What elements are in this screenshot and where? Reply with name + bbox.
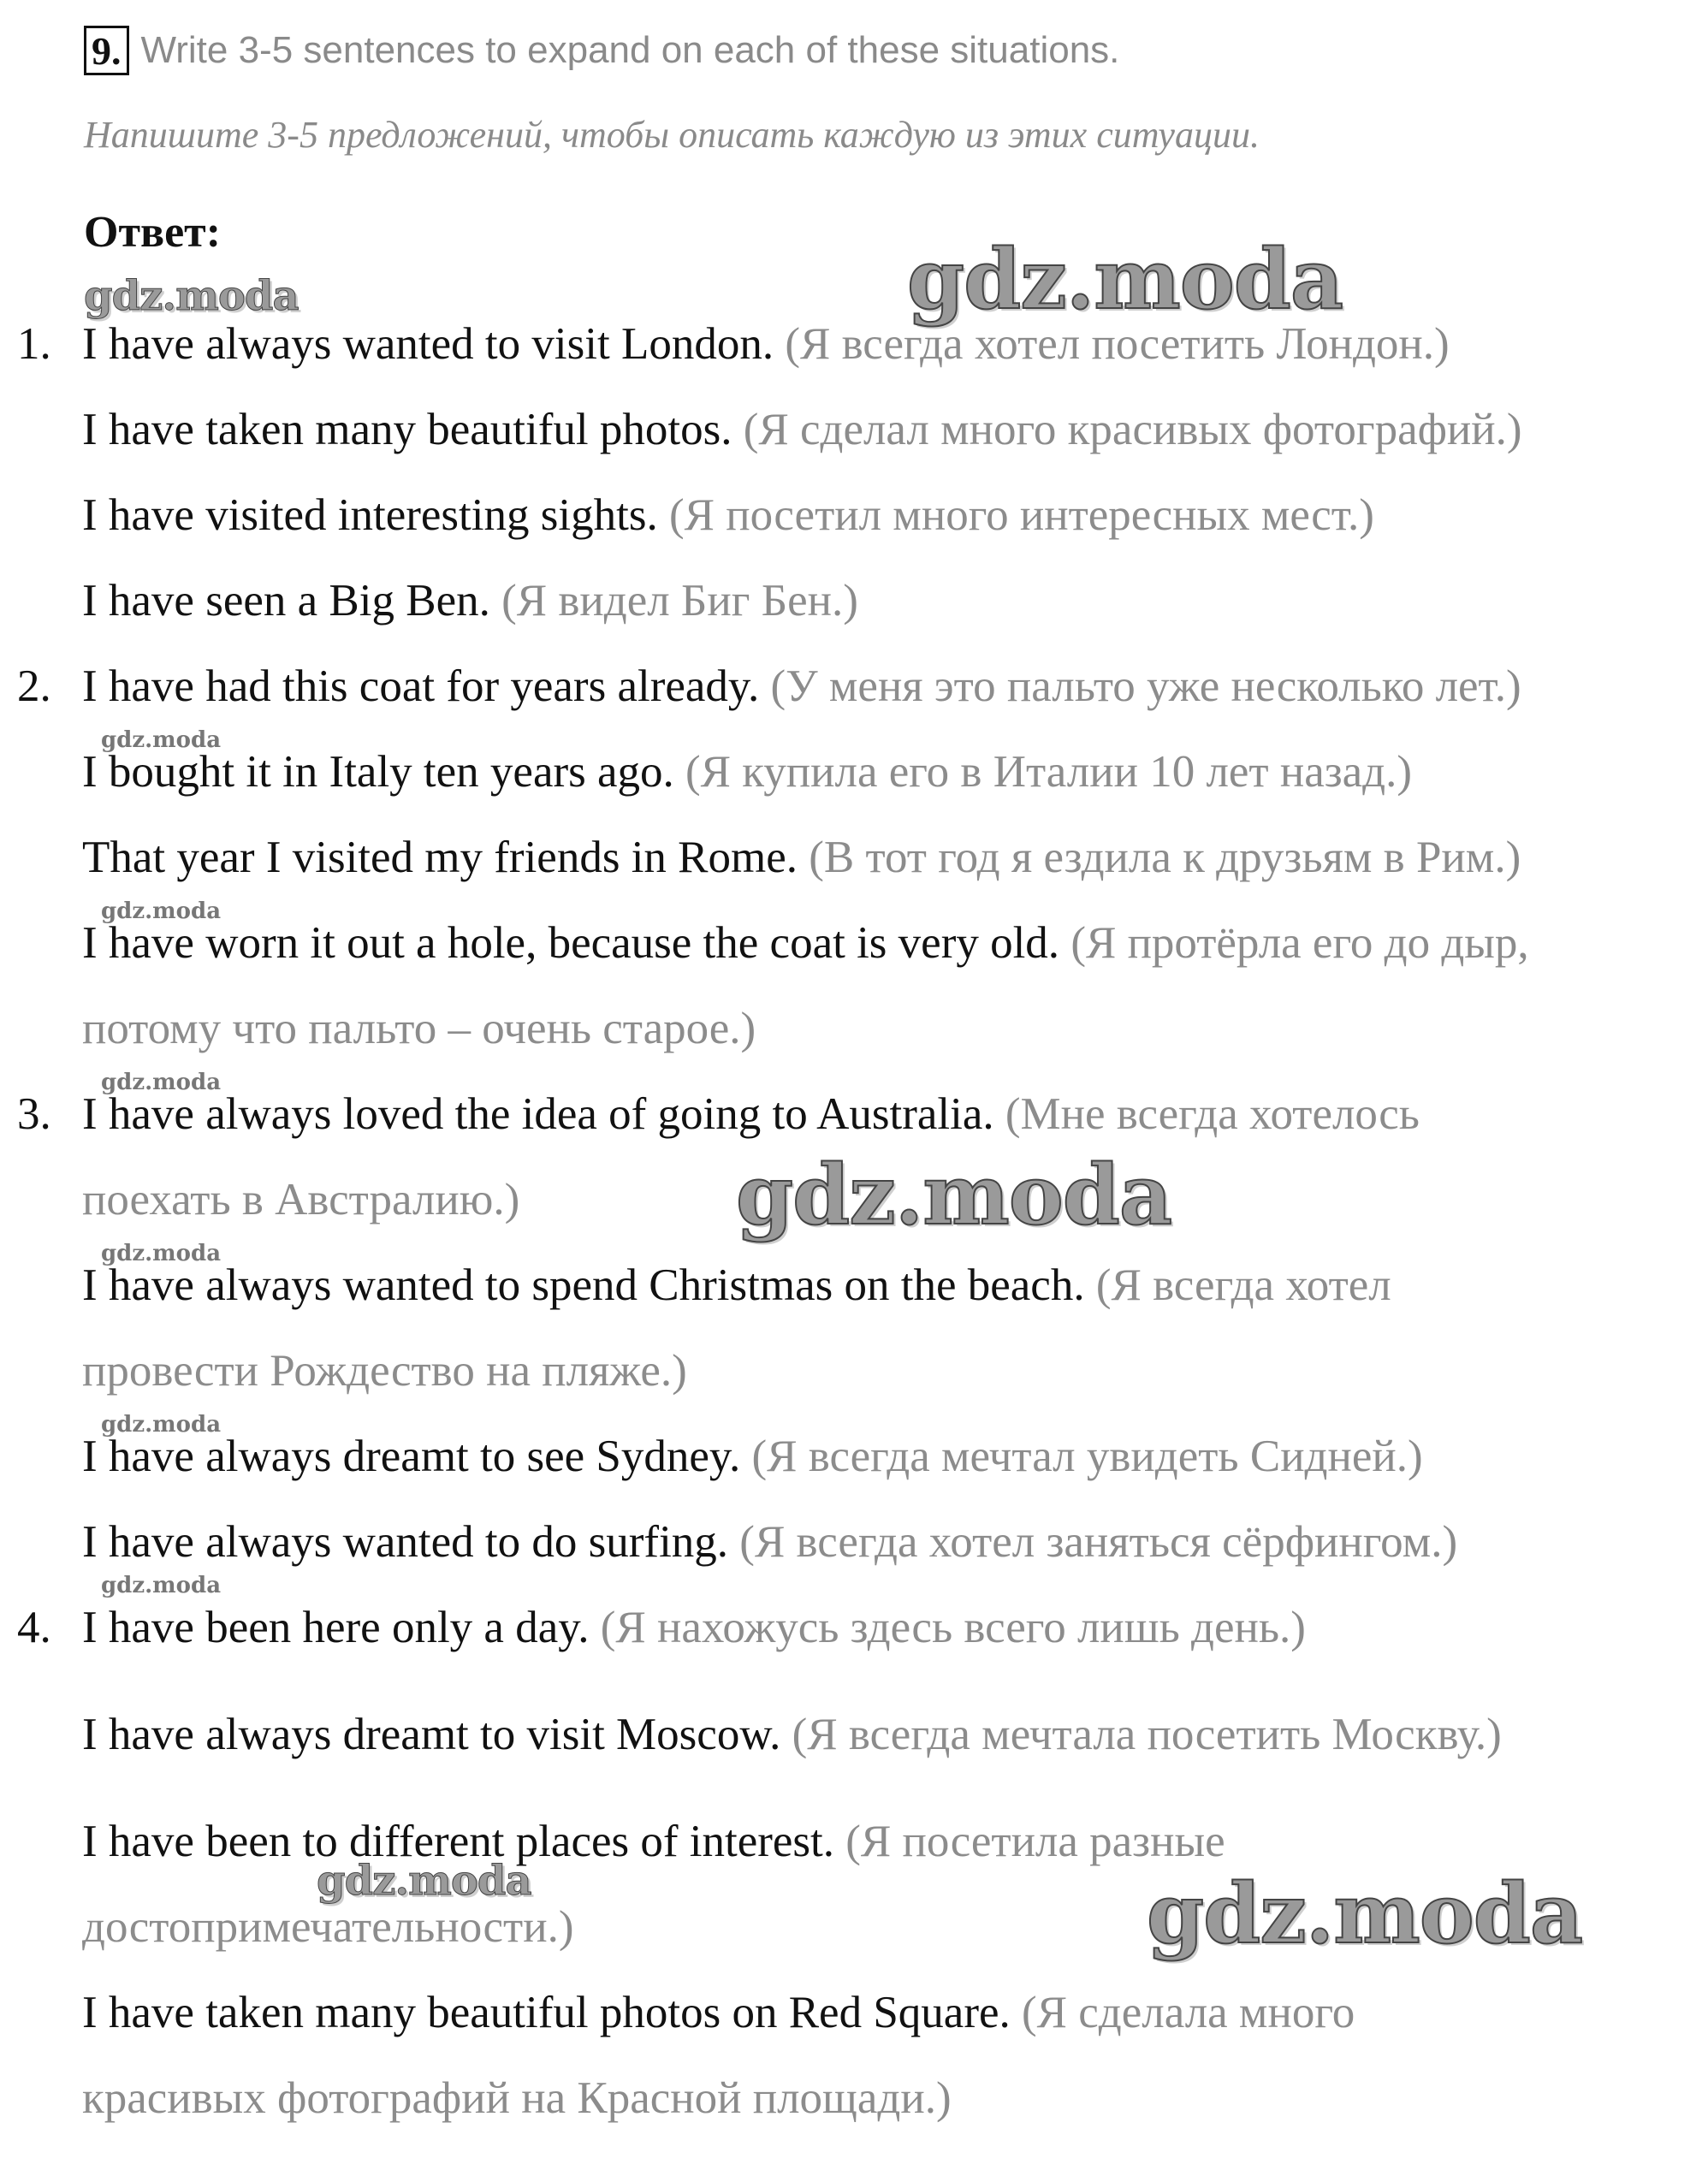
watermark-small: gdz.moda: [101, 1241, 222, 1266]
english-sentence: I have always wanted to do surfing.: [82, 1517, 729, 1567]
english-sentence: I have always dreamt to see Sydney.: [82, 1432, 741, 1481]
task-number: 9.: [84, 26, 129, 75]
answer-label: Ответ:: [84, 208, 222, 257]
watermark-logo: gdz.moda: [1147, 1865, 1583, 1962]
sentence-text: [82, 661, 1521, 712]
sentence-text: [82, 1516, 1457, 1568]
russian-translation: (Я сделал много красивых фотографий.): [743, 405, 1522, 454]
russian-translation: (В тот год я ездила к друзьям в Рим.): [809, 833, 1521, 882]
russian-translation: (Я всегда хотел заняться сёрфингом.): [739, 1517, 1458, 1567]
sentence-text: [82, 1709, 1502, 1760]
sentence-text: [82, 1901, 574, 1953]
english-sentence: I have always wanted to spend Christmas on the beach.: [82, 1260, 1085, 1310]
english-sentence: I have taken many beautiful photos.: [82, 405, 732, 454]
sentence-text: [82, 575, 858, 626]
task-instruction-ru: Напишите 3-5 предложений, чтобы описать каждую из этих ситуации.: [84, 114, 1260, 156]
item-number: 4.: [17, 1603, 51, 1652]
english-sentence: I have always loved the idea of going to Australia.: [82, 1089, 994, 1139]
russian-translation: (У меня это пальто уже несколько лет.): [770, 661, 1521, 711]
item-number: 2.: [17, 661, 51, 711]
sentence-text: [82, 1345, 687, 1396]
english-sentence: I have taken many beautiful photos on Red Square.: [82, 1988, 1011, 2037]
russian-translation: (Я всегда мечтала посетить Москву.): [792, 1710, 1502, 1759]
watermark-logo: gdz.moda: [736, 1147, 1172, 1243]
sentence-text: [82, 404, 1522, 455]
sentence-text: [82, 1088, 1420, 1140]
sentence-text: [82, 832, 1521, 883]
russian-translation: (Мне всегда хотелось: [1005, 1089, 1420, 1139]
watermark-small: gdz.moda: [101, 898, 222, 924]
russian-translation: (Я посетил много интересных мест.): [668, 490, 1374, 540]
russian-translation: поехать в Австралию.): [82, 1175, 520, 1224]
watermark-logo: gdz.moda: [317, 1857, 531, 1905]
russian-translation: (Я всегда мечтал увидеть Сидней.): [751, 1432, 1423, 1481]
russian-translation: (Я сделала много: [1022, 1988, 1355, 2037]
russian-translation: потому что пальто – очень старое.): [82, 1004, 756, 1053]
english-sentence: I have worn it out a hole, because the coat is very old.: [82, 918, 1060, 968]
english-sentence: I have been to different places of interest.: [82, 1817, 835, 1866]
task-instruction-en: Write 3-5 sentences to expand on each of these situations.: [140, 29, 1120, 71]
russian-translation: провести Рождество на пляже.): [82, 1346, 687, 1396]
english-sentence: I have had this coat for years already.: [82, 661, 760, 711]
sentence-text: [82, 2072, 952, 2124]
sentence-text: [82, 1174, 519, 1225]
russian-translation: (Я протёрла его до дыр,: [1070, 918, 1529, 968]
english-sentence: I have always wanted to visit London.: [82, 319, 774, 369]
watermark-small: gdz.moda: [101, 1070, 222, 1095]
sentence-text: [82, 1987, 1355, 2038]
english-sentence: I have visited interesting sights.: [82, 490, 658, 540]
watermark-small: gdz.moda: [101, 1412, 222, 1438]
english-sentence: I bought it in Italy ten years ago.: [82, 747, 674, 797]
item-number: 3.: [17, 1089, 51, 1139]
watermark-small: gdz.moda: [101, 727, 222, 753]
sentence-text: [82, 1602, 1306, 1653]
russian-translation: (Я купила его в Италии 10 лет назад.): [685, 747, 1413, 797]
russian-translation: достопримечательности.): [82, 1902, 574, 1952]
russian-translation: (Я всегда хотел посетить Лондон.): [785, 319, 1450, 369]
russian-translation: (Я посетила разные: [845, 1817, 1225, 1866]
english-sentence: I have always dreamt to visit Moscow.: [82, 1710, 781, 1759]
sentence-text: [82, 489, 1374, 541]
russian-translation: (Я нахожусь здесь всего лишь день.): [600, 1603, 1306, 1652]
item-number: 1.: [17, 319, 51, 369]
task-header: [84, 26, 1119, 75]
sentence-text: [82, 1816, 1225, 1867]
english-sentence: That year I visited my friends in Rome.: [82, 833, 798, 882]
english-sentence: I have been here only a day.: [82, 1603, 590, 1652]
watermark-logo: gdz.moda: [907, 231, 1343, 328]
sentence-text: [82, 746, 1412, 797]
watermark-small: gdz.moda: [101, 1573, 222, 1598]
sentence-text: [82, 1003, 756, 1054]
english-sentence: I have seen a Big Ben.: [82, 576, 490, 626]
russian-translation: (Я всегда хотел: [1095, 1260, 1391, 1310]
watermark-logo: gdz.moda: [84, 272, 299, 320]
sentence-text: [82, 1260, 1391, 1311]
sentence-text: [82, 1431, 1423, 1482]
russian-translation: (Я видел Биг Бен.): [501, 576, 858, 626]
sentence-text: [82, 917, 1529, 969]
russian-translation: красивых фотографий на Красной площади.): [82, 2073, 952, 2123]
